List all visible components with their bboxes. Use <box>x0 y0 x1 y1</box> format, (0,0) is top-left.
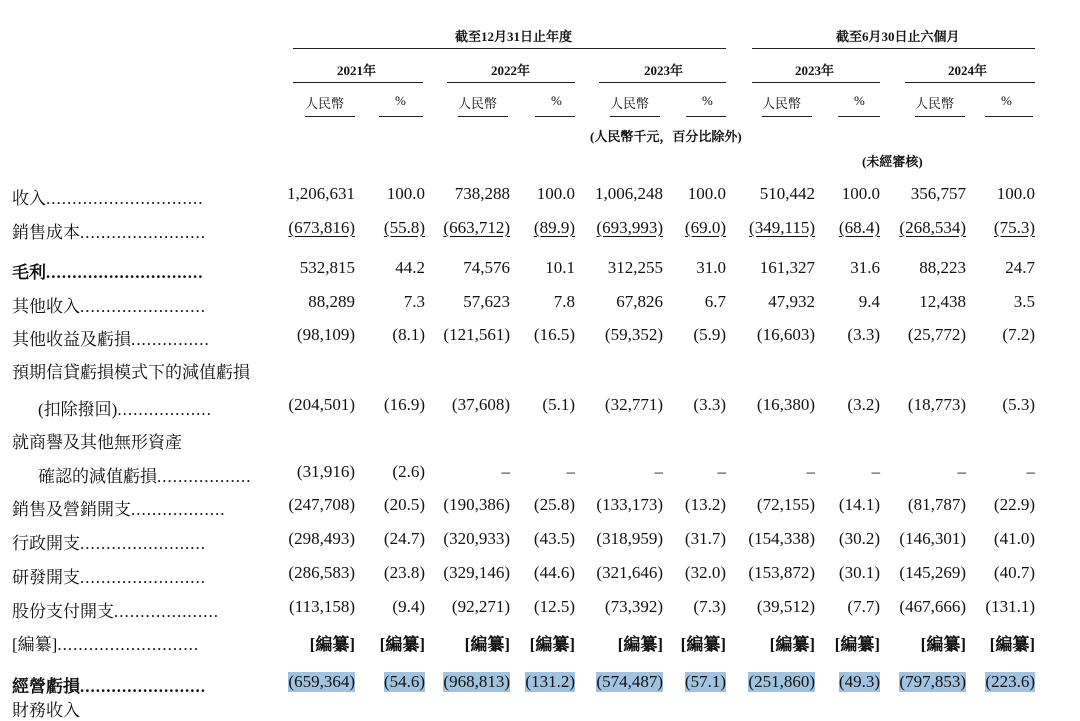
table-cell: (16,380) <box>756 395 815 414</box>
row-label <box>12 184 204 209</box>
divider <box>762 116 812 117</box>
divider <box>305 116 355 117</box>
table-cell: (8.1) <box>392 325 425 344</box>
table-cell: (37,608) <box>451 395 510 414</box>
table-cell: 7.3 <box>403 292 425 311</box>
col-header-pct: % <box>854 93 865 108</box>
table-cell: (14.1) <box>838 495 880 514</box>
divider <box>535 116 575 117</box>
table-cell: 1,206,631 <box>287 184 355 203</box>
table-cell: (68.4) <box>838 218 880 237</box>
row-label-text: 毛利 <box>12 263 46 282</box>
table-cell: 312,255 <box>607 258 663 277</box>
row-label <box>12 597 219 622</box>
row-label-text: 研發開支 <box>12 568 80 587</box>
table-cell: 356,757 <box>910 184 966 203</box>
leader-dots: ........................ <box>80 297 206 316</box>
leader-dots: .................. <box>117 400 212 419</box>
divider <box>293 48 726 49</box>
leader-dots: .............................. <box>46 189 204 208</box>
col-header-rmb: 人民幣 <box>305 96 345 111</box>
table-cell: [編纂] <box>379 635 425 654</box>
divider <box>752 48 1035 49</box>
col-header-pct: % <box>395 93 406 108</box>
table-cell: (5.3) <box>1002 395 1035 414</box>
highlighted-cell: (223.6) <box>985 672 1035 691</box>
table-cell: (329,146) <box>443 563 510 582</box>
table-cell: (55.8) <box>383 218 425 237</box>
row-label-text: 其他收入 <box>12 297 80 316</box>
table-cell: – <box>501 462 510 481</box>
leader-dots: .................. <box>157 467 252 486</box>
highlighted-cell: (574,487) <box>596 672 663 691</box>
table-cell: (16.9) <box>383 395 425 414</box>
table-cell: (31,916) <box>296 462 355 481</box>
table-cell: 24.7 <box>1005 258 1035 277</box>
table-cell: (247,708) <box>288 495 355 514</box>
table-cell: – <box>957 462 966 481</box>
table-cell: 738,288 <box>454 184 510 203</box>
table-cell: 74,576 <box>463 258 510 277</box>
table-cell: 31.6 <box>850 258 880 277</box>
row-label-text: 收入 <box>12 189 46 208</box>
table-cell: (3.3) <box>847 325 880 344</box>
divider <box>752 82 880 83</box>
table-cell: (92,271) <box>451 597 510 616</box>
table-cell: [編纂] <box>617 635 663 654</box>
table-cell: – <box>871 462 880 481</box>
row-label-text: 銷售及營銷開支 <box>12 500 131 519</box>
table-cell: 31.0 <box>696 258 726 277</box>
table-cell: (298,493) <box>288 529 355 548</box>
table-cell: – <box>566 462 575 481</box>
row-label <box>38 462 252 487</box>
row-label-text: 股份支付開支 <box>12 602 114 621</box>
cut-row-label: 財務收入 <box>12 701 80 720</box>
table-cell: (5.1) <box>542 395 575 414</box>
table-cell: (153,872) <box>748 563 815 582</box>
col-header-rmb: 人民幣 <box>915 96 955 111</box>
col-header-pct: % <box>702 93 713 108</box>
table-cell: (30.2) <box>838 529 880 548</box>
row-label <box>12 292 206 317</box>
table-cell: [編纂] <box>920 635 966 654</box>
table-cell: (73,392) <box>604 597 663 616</box>
leader-dots: ........................ <box>80 534 206 553</box>
table-cell: (22.9) <box>993 495 1035 514</box>
leader-dots: .................. <box>131 500 226 519</box>
table-cell: (5.9) <box>693 325 726 344</box>
table-cell: (32,771) <box>604 395 663 414</box>
table-cell: (190,386) <box>443 495 510 514</box>
table-cell: (59,352) <box>604 325 663 344</box>
table-cell: 3.5 <box>1013 292 1035 311</box>
row-label <box>12 325 210 350</box>
table-cell: (18,773) <box>907 395 966 414</box>
table-cell: (16.5) <box>533 325 575 344</box>
table-cell: (25,772) <box>907 325 966 344</box>
table-cell: (31.7) <box>684 529 726 548</box>
col-header-pct: % <box>551 93 562 108</box>
row-label-text: [編纂] <box>12 635 58 654</box>
table-cell: 10.1 <box>545 258 575 277</box>
row-label <box>12 258 204 283</box>
row-label <box>12 495 226 520</box>
row-label-text: 經營虧損 <box>12 677 80 696</box>
leader-dots: ........................ <box>80 223 206 242</box>
leader-dots: ........................... <box>57 635 200 654</box>
table-cell: (20.5) <box>383 495 425 514</box>
col-header-rmb: 人民幣 <box>610 96 650 111</box>
table-cell: 12,438 <box>919 292 966 311</box>
table-cell: (23.8) <box>383 563 425 582</box>
highlighted-cell: (57.1) <box>684 672 726 691</box>
table-cell: (24.7) <box>383 529 425 548</box>
divider <box>599 82 726 83</box>
highlighted-cell: (54.6) <box>383 672 425 691</box>
table-cell: (89.9) <box>533 218 575 237</box>
divider <box>458 116 508 117</box>
year-2023-h1: 2023年 <box>795 63 835 78</box>
table-cell: (133,173) <box>596 495 663 514</box>
leader-dots: .................... <box>114 602 219 621</box>
divider <box>379 116 423 117</box>
table-cell: (69.0) <box>684 218 726 237</box>
row-label-text: 就商譽及其他無形資產 <box>12 433 182 452</box>
table-cell: (7.2) <box>1002 325 1035 344</box>
highlighted-cell: (49.3) <box>838 672 880 691</box>
table-cell: (318,959) <box>596 529 663 548</box>
table-cell: (13.2) <box>684 495 726 514</box>
table-cell: (39,512) <box>756 597 815 616</box>
table-cell: (131.1) <box>985 597 1035 616</box>
table-cell: (43.5) <box>533 529 575 548</box>
table-cell: (7.7) <box>847 597 880 616</box>
table-cell: 6.7 <box>704 292 726 311</box>
table-cell: – <box>1026 462 1035 481</box>
year-2022: 2022年 <box>491 63 531 78</box>
table-cell: (72,155) <box>756 495 815 514</box>
table-cell: (321,646) <box>596 563 663 582</box>
year-2021: 2021年 <box>337 63 377 78</box>
table-cell: (16,603) <box>756 325 815 344</box>
table-cell: 7.8 <box>553 292 575 311</box>
table-cell: 44.2 <box>395 258 425 277</box>
divider <box>293 82 423 83</box>
table-cell: 88,289 <box>308 292 355 311</box>
table-cell: [編纂] <box>309 635 355 654</box>
table-cell: (146,301) <box>899 529 966 548</box>
row-label <box>38 395 212 420</box>
table-cell: (32.0) <box>684 563 726 582</box>
leader-dots: ........................ <box>80 677 206 696</box>
table-cell: (154,338) <box>748 529 815 548</box>
divider <box>838 116 880 117</box>
table-cell: (3.3) <box>693 395 726 414</box>
table-cell: 510,442 <box>759 184 815 203</box>
table-cell: (12.5) <box>533 597 575 616</box>
table-cell: (693,993) <box>596 218 663 237</box>
table-cell: (75.3) <box>993 218 1035 237</box>
table-cell: 47,932 <box>768 292 815 311</box>
table-cell: [編纂] <box>834 635 880 654</box>
highlighted-cell: (968,813) <box>443 672 510 691</box>
leader-dots: .............................. <box>46 263 204 282</box>
table-cell: (81,787) <box>907 495 966 514</box>
table-cell: (41.0) <box>993 529 1035 548</box>
table-cell: 57,623 <box>463 292 510 311</box>
table-cell: [編纂] <box>769 635 815 654</box>
col-header-rmb: 人民幣 <box>458 96 498 111</box>
row-label-text: (扣除撥回) <box>38 400 118 419</box>
unaudited-note: (未經審核) <box>862 154 923 169</box>
header-group-fy: 截至12月31日止年度 <box>455 29 573 44</box>
row-label <box>12 630 199 655</box>
divider <box>447 82 575 83</box>
table-cell: (3.2) <box>847 395 880 414</box>
row-label <box>12 672 206 697</box>
divider <box>985 116 1033 117</box>
row-label <box>12 529 206 554</box>
col-header-pct: % <box>1001 93 1012 108</box>
row-label <box>12 563 206 588</box>
table-cell: (204,501) <box>288 395 355 414</box>
table-cell: [編纂] <box>464 635 510 654</box>
table-cell: 67,826 <box>616 292 663 311</box>
table-cell: (9.4) <box>392 597 425 616</box>
year-2023: 2023年 <box>644 63 684 78</box>
table-cell: 88,223 <box>919 258 966 277</box>
table-cell: [編纂] <box>680 635 726 654</box>
row-label-text: 預期信貸虧損模式下的減值虧損 <box>12 363 250 382</box>
table-cell: 100.0 <box>687 184 726 203</box>
table-cell: 100.0 <box>536 184 575 203</box>
table-cell: (7.3) <box>693 597 726 616</box>
col-header-rmb: 人民幣 <box>762 96 802 111</box>
row-label-text: 銷售成本 <box>12 223 80 242</box>
highlighted-cell: (251,860) <box>748 672 815 691</box>
table-cell: (44.6) <box>533 563 575 582</box>
year-2024-h1: 2024年 <box>948 63 988 78</box>
table-cell: 100.0 <box>386 184 425 203</box>
table-cell: (349,115) <box>749 218 815 237</box>
table-cell: (98,109) <box>296 325 355 344</box>
table-cell: (673,816) <box>288 218 355 237</box>
table-cell: 532,815 <box>299 258 355 277</box>
table-cell: (268,534) <box>899 218 966 237</box>
leader-dots: ............... <box>131 330 210 349</box>
row-label <box>12 428 182 453</box>
table-cell: (2.6) <box>392 462 425 481</box>
divider <box>915 116 965 117</box>
table-cell: – <box>717 462 726 481</box>
table-cell: (113,158) <box>289 597 355 616</box>
divider <box>610 116 660 117</box>
unit-note: (人民幣千元，百分比除外) <box>590 129 742 144</box>
table-cell: [編纂] <box>989 635 1035 654</box>
table-cell: 1,006,248 <box>595 184 663 203</box>
table-cell: (25.8) <box>533 495 575 514</box>
leader-dots: ........................ <box>80 568 206 587</box>
table-cell: 100.0 <box>841 184 880 203</box>
highlighted-cell: (131.2) <box>525 672 575 691</box>
row-label-text: 其他收益及虧損 <box>12 330 131 349</box>
table-cell: – <box>654 462 663 481</box>
table-cell: (286,583) <box>288 563 355 582</box>
table-cell: 100.0 <box>996 184 1035 203</box>
highlighted-cell: (659,364) <box>288 672 355 691</box>
highlighted-cell: (797,853) <box>899 672 966 691</box>
row-label-text: 行政開支 <box>12 534 80 553</box>
row-label-text: 確認的減值虧損 <box>38 467 157 486</box>
row-label <box>12 358 250 383</box>
divider <box>905 82 1035 83</box>
row-label <box>12 218 206 243</box>
table-cell: [編纂] <box>529 635 575 654</box>
table-cell: 161,327 <box>759 258 815 277</box>
divider <box>686 116 726 117</box>
table-cell: (30.1) <box>838 563 880 582</box>
table-cell: – <box>806 462 815 481</box>
table-cell: 9.4 <box>858 292 880 311</box>
table-cell: (663,712) <box>443 218 510 237</box>
table-cell: (121,561) <box>443 325 510 344</box>
table-cell: (467,666) <box>899 597 966 616</box>
table-cell: (145,269) <box>899 563 966 582</box>
table-cell: (320,933) <box>443 529 510 548</box>
table-cell: (40.7) <box>993 563 1035 582</box>
header-group-hy: 截至6月30日止六個月 <box>836 29 960 44</box>
